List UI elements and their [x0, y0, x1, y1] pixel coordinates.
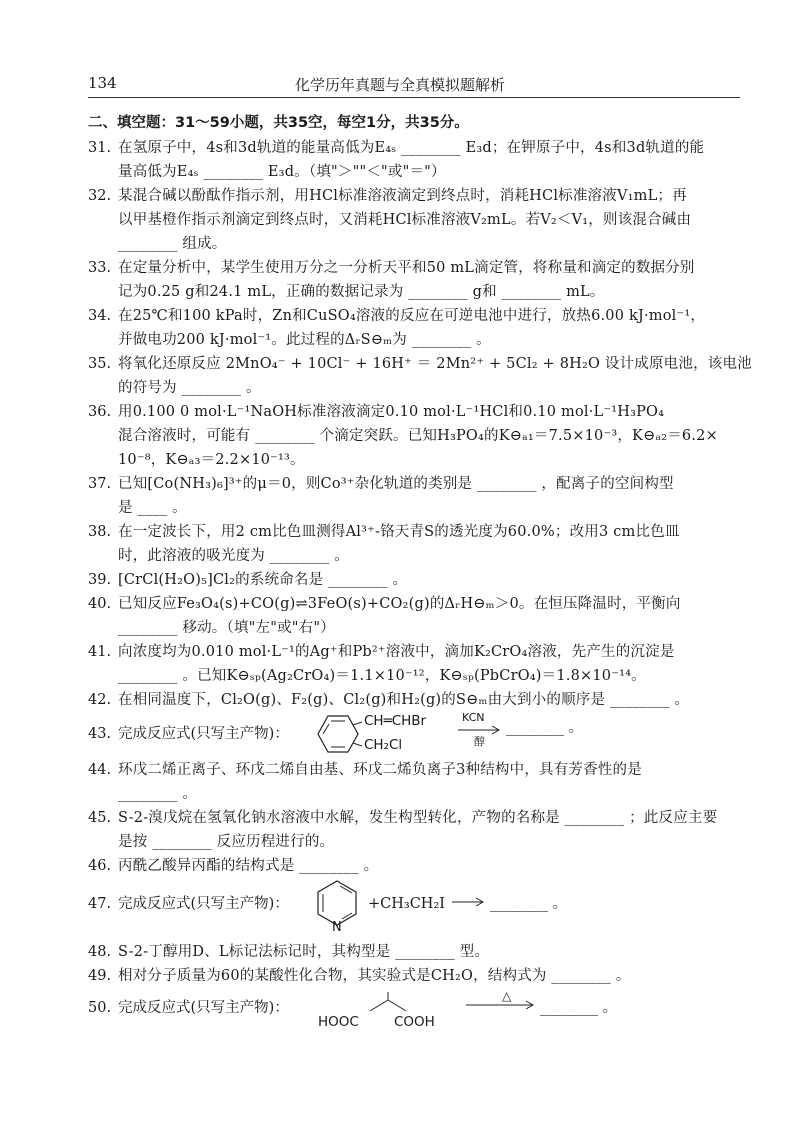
question-number: 49.: [88, 968, 112, 984]
question-number: 47.: [88, 896, 112, 912]
question: [88, 640, 742, 688]
question-number: 44.: [88, 762, 112, 778]
question-line: 时，此溶液的吸光度为 ________ 。: [118, 548, 349, 564]
question-number: 39.: [88, 572, 112, 588]
question-number: 37.: [88, 476, 112, 492]
question-line: ________ 移动。（填"左"或"右"）: [118, 620, 335, 636]
reagent-label: KCN: [462, 711, 485, 724]
question-50: [88, 988, 742, 1032]
question-line: 已知[Co(NH₃)₆]³⁺的μ＝0，则Co³⁺杂化轨道的类别是 ________ ，配离子的空间构型: [118, 476, 674, 492]
question-line: 并做电功200 kJ·mol⁻¹。此过程的ΔᵣS⊖ₘ为 ________ 。: [118, 332, 491, 348]
question-line: 10⁻⁸，K⊖ₐ₃＝2.2×10⁻¹³。: [118, 452, 305, 468]
question: [88, 806, 742, 854]
question: [88, 352, 752, 400]
substituent-top: CH═CHBr: [364, 713, 427, 729]
question-line: S-2-溴戊烷在氢氧化钠水溶液中水解，发生构型转化，产物的名称是 ________ ；此反应主要: [118, 810, 718, 826]
answer-blank: ________ 。: [490, 896, 568, 912]
question-text: 完成反应式(只写主产物)：: [118, 896, 289, 912]
question-line: 用0.100 0 mol·L⁻¹NaOH标准溶液滴定0.10 mol·L⁻¹HCl和0.10 mol·L⁻¹H₃PO₄: [118, 404, 665, 420]
answer-blank: ________ 。: [540, 1000, 618, 1016]
question-line: 环戊二烯正离子、环戊二烯自由基、环戊二烯负离子3种结构中，具有芳香性的是: [118, 762, 642, 778]
question: [88, 568, 742, 592]
left-group: HOOC: [318, 1014, 359, 1030]
question: [88, 758, 742, 806]
question-group: [88, 940, 742, 988]
question: [88, 184, 742, 256]
question-line: 在氢原子中，4s和3d轨道的能量高低为E₄ₛ ________ E₃d；在钾原子中，4s和3d轨道的能: [118, 140, 705, 156]
question-number: 34.: [88, 308, 112, 324]
question: [88, 304, 742, 352]
header-rule: [88, 97, 740, 98]
reagent-label: +CH₃CH₂I: [368, 896, 445, 912]
question-line: 相对分子质量为60的某酸性化合物，其实验式是CH₂O，结构式为 ________ 。: [118, 968, 631, 984]
question-line: 混合溶液时，可能有 ________ 个滴定突跃。已知H₃PO₄的K⊖ₐ₁＝7.5×10⁻³，K⊖ₐ₂＝6.2×: [118, 428, 718, 444]
page-content: [88, 111, 752, 1032]
question-line: 已知反应Fe₃O₄(s)+CO(g)⇌3FeO(s)+CO₂(g)的ΔᵣH⊖ₘ＞0。在恒压降温时，平衡向: [118, 596, 681, 612]
question-line: S-2-丁醇用D、L标记法标记时，其构型是 ________ 型。: [118, 944, 490, 960]
question-number: 33.: [88, 260, 112, 276]
question: [88, 592, 742, 640]
question: [88, 136, 742, 184]
question-group: [88, 136, 752, 712]
question-47: [88, 878, 742, 940]
question: [88, 520, 742, 568]
question-number: 48.: [88, 944, 112, 960]
question-line: 向浓度均为0.010 mol·L⁻¹的Ag⁺和Pb²⁺溶液中，滴加K₂CrO₄溶液，先产生的沉淀是: [118, 644, 675, 660]
question-line: 是按 ________ 反应历程进行的。: [118, 834, 335, 850]
question-number: 36.: [88, 404, 112, 420]
question-line: 某混合碱以酚酞作指示剂，用HCl标准溶液滴定到终点时，消耗HCl标准溶液V₁mL；再: [118, 188, 687, 204]
question-number: 35.: [88, 356, 112, 372]
solvent-label: 醇: [474, 735, 485, 748]
question-line: 量高低为E₄ₛ ________ E₃d。（填"＞""＜"或"＝"）: [118, 164, 446, 180]
question-line: 记为0.25 g和24.1 mL，正确的数据记录为 ________ g和 ________ mL。: [118, 284, 605, 300]
section-title: 二、填空题：31～59小题，共35空，每空1分，共35分。: [88, 115, 469, 131]
question-line: 在定量分析中，某学生使用万分之一分析天平和50 mL滴定管，将称量和滴定的数据分别: [118, 260, 695, 276]
question: [88, 256, 742, 304]
question-line: 丙酰乙酸异丙酯的结构式是 ________ 。: [118, 858, 379, 874]
question-number: 46.: [88, 858, 112, 874]
question-number: 40.: [88, 596, 112, 612]
substituent-bottom: CH₂Cl: [364, 737, 403, 753]
question-text: 完成反应式(只写主产物)：: [118, 726, 289, 742]
question-line: 在25℃和100 kPa时，Zn和CuSO₄溶液的反应在可逆电池中进行，放热6.00 kJ·mol⁻¹，: [118, 308, 706, 324]
reaction-arrow-icon: [452, 897, 486, 907]
answer-blank: ________ 。: [506, 720, 584, 736]
question-number: 32.: [88, 188, 112, 204]
question-line: ________ 。已知K⊖ₛₚ(Ag₂CrO₄)＝1.1×10⁻¹²，K⊖ₛₚ(PbCrO₄)＝1.8×10⁻¹⁴。: [118, 668, 646, 684]
question-number: 43.: [88, 726, 112, 742]
benzene-ring-icon: [314, 712, 364, 756]
running-title: 化学历年真题与全真模拟题解析: [294, 76, 505, 94]
question-number: 31.: [88, 140, 112, 156]
heat-label: △: [502, 989, 512, 1003]
question-number: 41.: [88, 644, 112, 660]
question-line: 在一定波长下，用2 cm比色皿测得Al³⁺-铬天青S的透光度为60.0%；改用3 cm比色皿: [118, 524, 680, 540]
nitrogen-atom: N: [332, 920, 342, 935]
question-line: ________ 组成。: [118, 236, 227, 252]
right-group: COOH: [394, 1014, 435, 1030]
question: [88, 940, 742, 964]
reaction-arrow-icon: [466, 1000, 536, 1010]
question-line: 是 ____ 。: [118, 500, 187, 516]
question-line: 以甲基橙作指示剂滴定到终点时，又消耗HCl标准溶液V₂mL。若V₂＜V₁，则该混合碱由: [118, 212, 692, 228]
question: [88, 964, 742, 988]
question-group: [88, 758, 742, 878]
question: [88, 400, 742, 472]
question: [88, 854, 742, 878]
question-line: 在相同温度下，Cl₂O(g)、F₂(g)、Cl₂(g)和H₂(g)的S⊖ₘ由大到小的顺序是 ________ 。: [118, 692, 690, 708]
question-line: ________ 。: [118, 786, 198, 802]
question: [88, 472, 742, 520]
question-line: [CrCl(H₂O)₅]Cl₂的系统命名是 ________ 。: [118, 572, 408, 588]
question-number: 38.: [88, 524, 112, 540]
page-number: 134: [88, 74, 117, 92]
question-number: 42.: [88, 692, 112, 708]
question-line: 将氧化还原反应 2MnO₄⁻ + 10Cl⁻ + 16H⁺ ＝ 2Mn²⁺ + 5Cl₂ + 8H₂O 设计成原电池，该电池: [118, 356, 752, 372]
question-43: [88, 712, 742, 758]
question-line: 的符号为 ________ 。: [118, 380, 261, 396]
question-number: 45.: [88, 810, 112, 826]
question-number: 50.: [88, 1000, 112, 1016]
question-text: 完成反应式(只写主产物)：: [118, 1000, 289, 1016]
